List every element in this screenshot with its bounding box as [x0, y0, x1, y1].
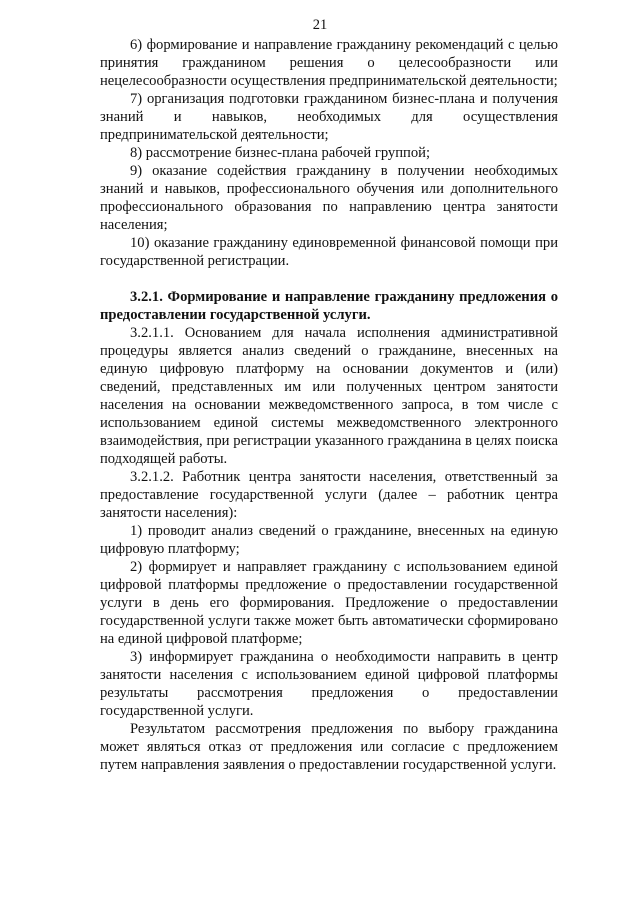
result-paragraph: Результатом рассмотрения предложения по выбору гражданина может являться отказ от предложения или согласие с предложением путем направления заявления о предоставлении государственной услуги. — [100, 721, 558, 773]
document-body — [100, 36, 558, 774]
paragraph-3-2-1-2: 3.2.1.2. Работник центра занятости населения, ответственный за предоставление государственной услуги (далее – работник центра занятости населения): — [100, 469, 558, 521]
page-number: 21 — [312, 17, 328, 33]
list-item-10: 10) оказание гражданину единовременной финансовой помощи при государственной регистрации. — [100, 235, 558, 269]
list-item-7: 7) организация подготовки гражданином бизнес-плана и получения знаний и навыков, необходимых для осуществления предпринимательской деятельности; — [100, 91, 558, 143]
list-item-9: 9) оказание содействия гражданину в получении необходимых знаний и навыков, профессионального обучения или дополнительного профессионального образования по направлению центра занятости населения; — [100, 163, 558, 233]
paragraph-3-2-1-1: 3.2.1.1. Основанием для начала исполнения административной процедуры является анализ сведений о гражданине, внесенных на единую цифровую платформу на основании документов и (или) сведений, представленных им или полученных центром занятости населения на основании межведомственного запроса, в том числе с использованием единой системы межведомственного электронного взаимодействия, при регистрации указанного гражданина в целях поиска подходящей работы. — [100, 325, 558, 467]
list-item-8: 8) рассмотрение бизнес-плана рабочей группой; — [130, 145, 431, 161]
sublist-item-2: 2) формирует и направляет гражданину с использованием единой цифровой платформы предложение о предоставлении государственной услуги в день его формирования. Предложение о предоставлении государственной услуги также может быть автоматически сформировано на единой цифровой платформе; — [100, 559, 558, 647]
sublist-item-1: 1) проводит анализ сведений о гражданине, внесенных на единую цифровую платформу; — [100, 523, 558, 557]
sublist-item-3: 3) информирует гражданина о необходимости направить в центр занятости населения с использованием единой цифровой платформы результаты рассмотрения предложения о предоставлении государственной услуги. — [100, 649, 558, 719]
list-item-6: 6) формирование и направление гражданину рекомендаций с целью принятия гражданином решения о целесообразности или нецелесообразности осуществления предпринимательской деятельности; — [100, 37, 558, 89]
section-heading: 3.2.1. Формирование и направление гражданину предложения о предоставлении государственной услуги. — [100, 289, 558, 323]
